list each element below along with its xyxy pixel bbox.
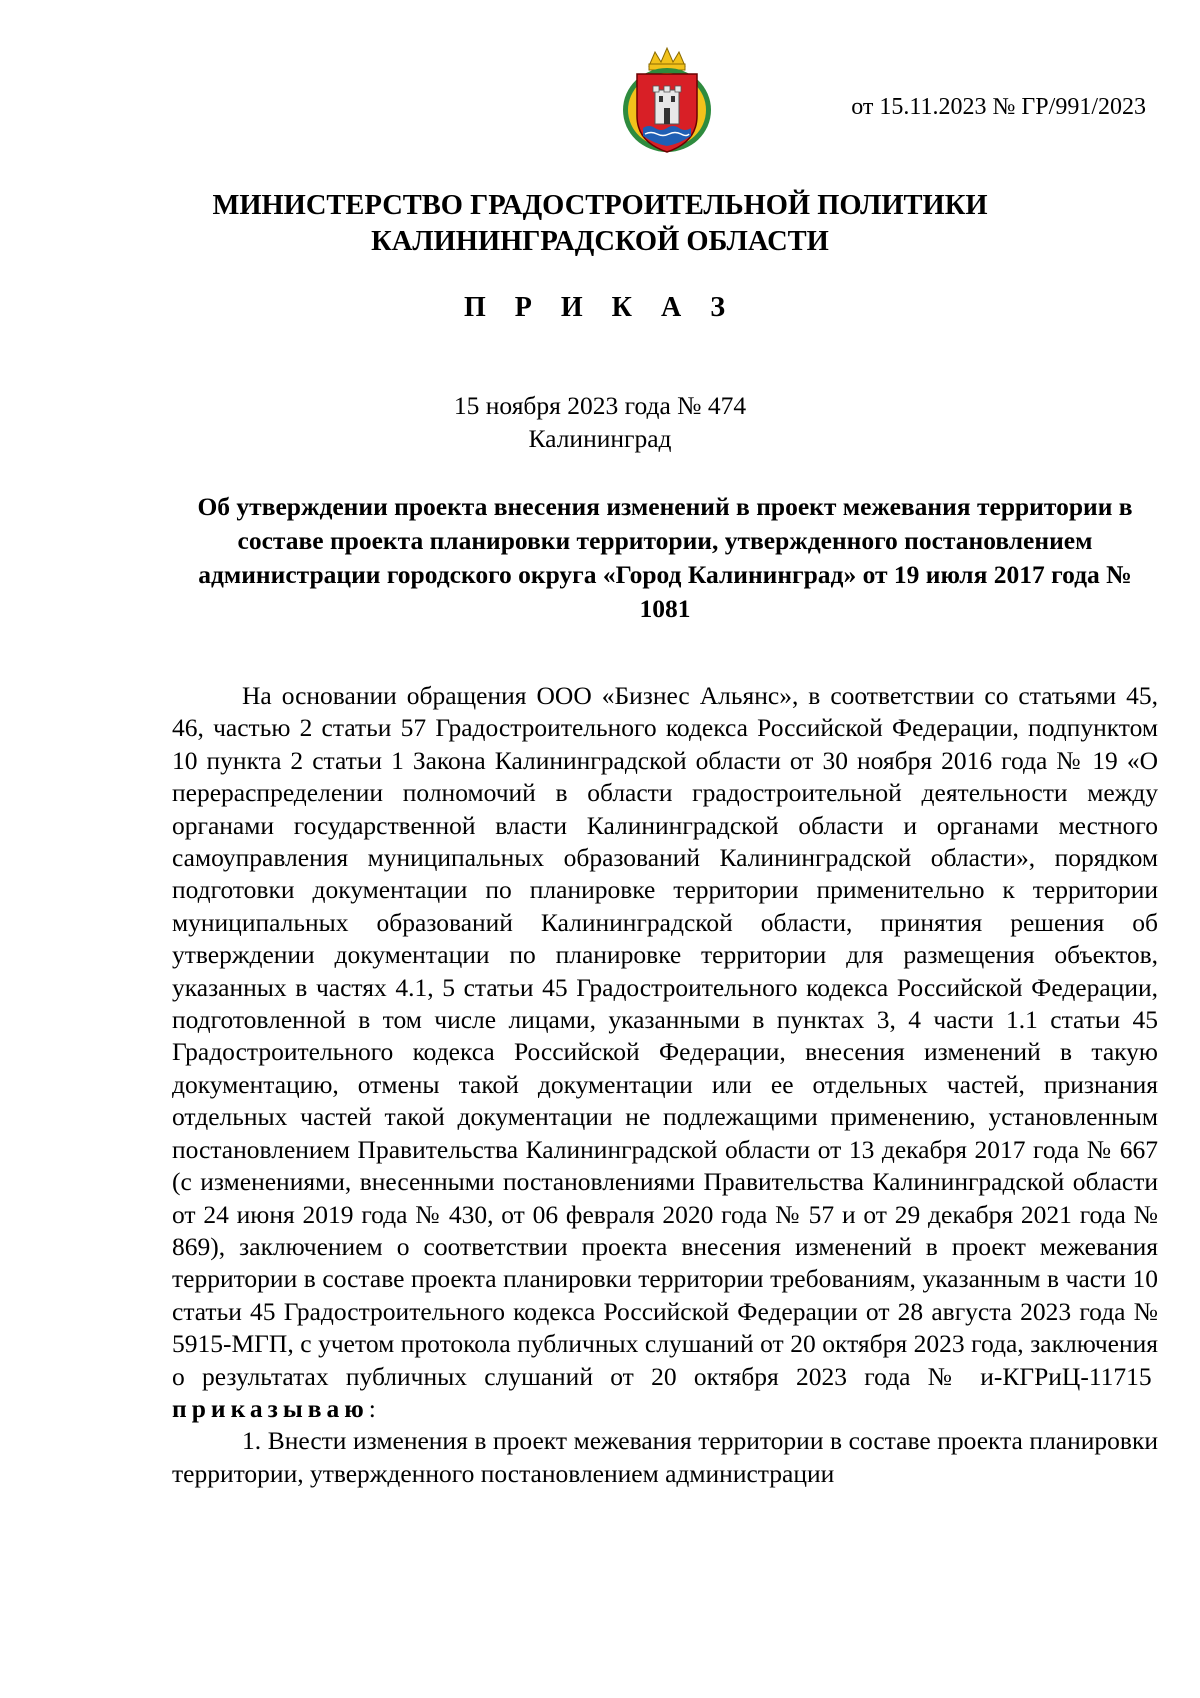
ministry-name-line-2: КАЛИНИНГРАДСКОЙ ОБЛАСТИ <box>371 226 829 257</box>
decree-word: приказываю <box>172 1393 369 1423</box>
ministry-name <box>0 188 1200 260</box>
date-and-place <box>0 389 1200 455</box>
registration-number: от 15.11.2023 № ГР/991/2023 <box>851 94 1146 120</box>
order-title: Об утверждении проекта внесения изменений в проект межевания территории в составе проекта планировки территории, утвержденного постановлением администрации городского округа «Город Калининград» от 19 июля 2017 года № 1081 <box>197 492 1133 623</box>
order-city: Калининград <box>528 424 672 453</box>
ministry-name-line-1: МИНИСТЕРСТВО ГРАДОСТРОИТЕЛЬНОЙ ПОЛИТИКИ <box>212 190 988 221</box>
document-type: П Р И К А З <box>464 292 736 323</box>
order-body <box>172 680 1158 1490</box>
coat-of-arms-icon <box>619 44 715 156</box>
preamble-text: На основании обращения ООО «Бизнес Альянс», в соответствии со статьями 45, 46, частью 2 статьи 57 Градостроительного кодекса Российской Федерации, подпунктом 10 пункта 2 статьи 1 Закона Калининградской области от 30 ноября 2016 года № 19 «О перераспределении полномочий в области градостроительной деятельности между органами государственной власти Калининградской области и органами местного самоуправления муниципальных образований Калининградской области», порядком подготовки документации по планировке территории применительно к территории муниципальных образований Калининградской области, принятия решения об утверждении документации по планировке территории для размещения объектов, указанных в частях 4.1, 5 статьи 45 Градостроительного кодекса Российской Федерации, подготовленной в том числе лицами, указанными в пунктах 3, 4 части 1.1 статьи 45 Градостроительного кодекса Российской Федерации, внесения изменений в такую документацию, отмены такой документации или ее отдельных частей, признания отдельных частей такой документации не подлежащими применению, установленным постановлением Правительства Калининградской области от 13 декабря 2017 года № 667 (с изменениями, внесенными постановлениями Правительства Калининградской области от 24 июня 2019 года № 430, от 06 февраля 2020 года № 57 и от 29 декабря 2021 года № 869), заключением о соответствии проекта внесения изменений в проект межевания территории в составе проекта планировки территории требованиям, указанным в части 10 статьи 45 Градостроительного кодекса Российской Федерации от 28 августа 2023 года № 5915-МГП, с учетом протокола публичных слушаний от 20 октября 2023 года, заключения о результатах публичных слушаний от 20 октября 2023 года № и-КГРиЦ-11715 <box>172 681 1158 1391</box>
decree-colon: : <box>368 1393 376 1423</box>
preamble-paragraph <box>172 680 1158 1425</box>
order-date-number: 15 ноября 2023 года № 474 <box>453 391 747 420</box>
item-1-paragraph: 1. Внести изменения в проект межевания территории в составе проекта планировки территории, утвержденного постановлением администрации <box>172 1426 1158 1488</box>
